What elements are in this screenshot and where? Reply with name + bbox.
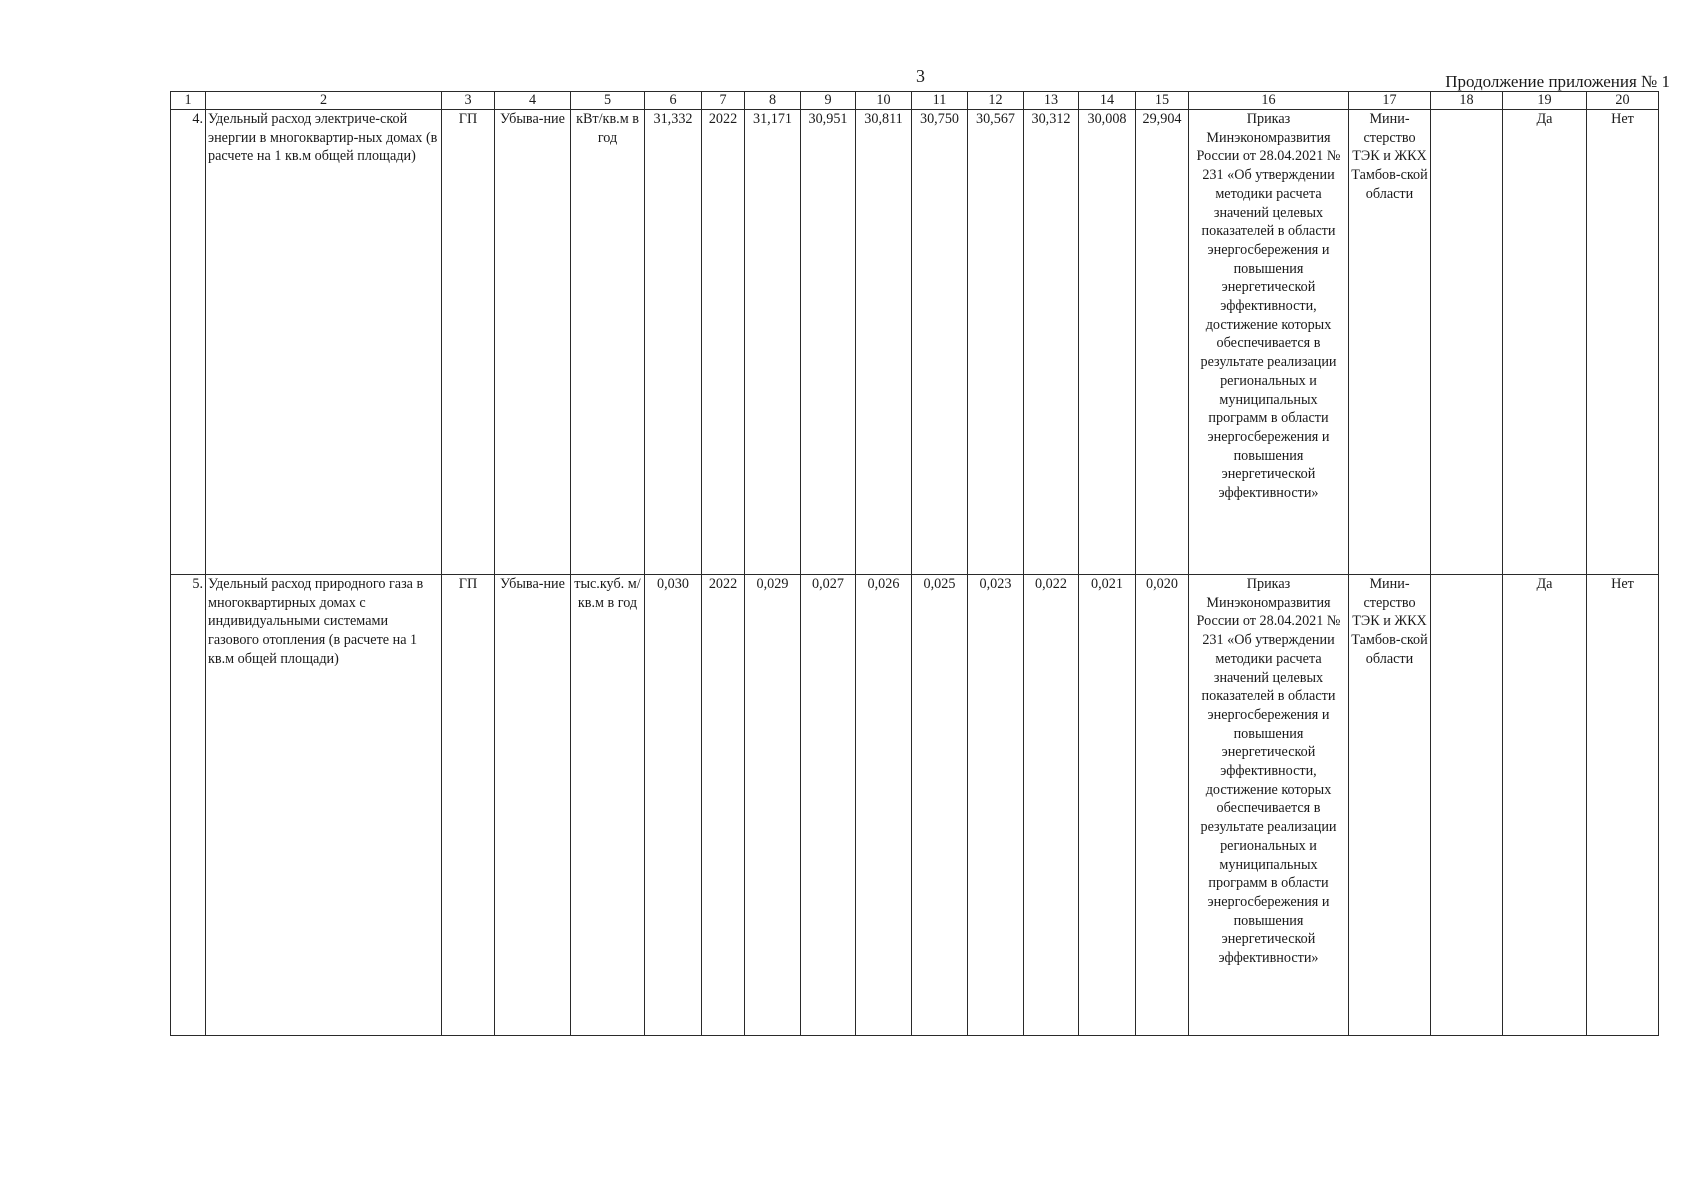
column-number: 8 [745, 92, 801, 110]
column-number: 1 [171, 92, 206, 110]
year-value: 30,008 [1079, 110, 1136, 575]
row-number: 4. [171, 110, 206, 575]
column-number: 6 [645, 92, 702, 110]
indicators-table [170, 91, 1659, 1036]
indicator-direction: Убыва-ние [495, 575, 571, 1036]
column-number: 5 [571, 92, 645, 110]
year-value: 0,020 [1136, 575, 1189, 1036]
continuation-label: Продолжение приложения № 1 [1445, 72, 1670, 91]
year-value: 0,021 [1079, 575, 1136, 1036]
column-18-cell [1431, 575, 1503, 1036]
year-value: 0,026 [856, 575, 912, 1036]
year-value: 0,025 [912, 575, 968, 1036]
year-value: 30,951 [801, 110, 856, 575]
indicator-unit: кВт/кв.м в год [571, 110, 645, 575]
indicator-direction: Убыва-ние [495, 110, 571, 575]
column-number: 3 [442, 92, 495, 110]
base-year: 2022 [702, 575, 745, 1036]
column-number: 15 [1136, 92, 1189, 110]
year-value: 30,312 [1024, 110, 1079, 575]
year-value: 30,567 [968, 110, 1024, 575]
year-value: 0,029 [745, 575, 801, 1036]
column-number: 10 [856, 92, 912, 110]
column-number: 18 [1431, 92, 1503, 110]
column-number: 20 [1587, 92, 1659, 110]
column-number-row [171, 92, 1659, 110]
indicator-level: ГП [442, 110, 495, 575]
column-number: 16 [1189, 92, 1349, 110]
column-number: 9 [801, 92, 856, 110]
column-19-cell: Да [1503, 575, 1587, 1036]
indicator-name: Удельный расход электриче-ской энергии в многоквартир-ных домах (в расчете на 1 кв.м общей площади) [206, 110, 442, 575]
indicator-level: ГП [442, 575, 495, 1036]
responsible-body: Мини-стерство ТЭК и ЖКХ Тамбов-ской области [1349, 110, 1431, 575]
year-value: 0,027 [801, 575, 856, 1036]
column-18-cell [1431, 110, 1503, 575]
column-number: 12 [968, 92, 1024, 110]
column-19-cell: Да [1503, 110, 1587, 575]
year-value: 30,811 [856, 110, 912, 575]
column-number: 4 [495, 92, 571, 110]
year-value: 0,022 [1024, 575, 1079, 1036]
column-number: 7 [702, 92, 745, 110]
year-value: 0,023 [968, 575, 1024, 1036]
row-number: 5. [171, 575, 206, 1036]
base-year: 2022 [702, 110, 745, 575]
column-20-cell: Нет [1587, 575, 1659, 1036]
table-row [171, 110, 1659, 575]
responsible-body: Мини-стерство ТЭК и ЖКХ Тамбов-ской области [1349, 575, 1431, 1036]
indicator-name: Удельный расход природного газа в многоквартирных домах с индивидуальными системами газового отопления (в расчете на 1 кв.м общей площади) [206, 575, 442, 1036]
column-number: 11 [912, 92, 968, 110]
base-value: 0,030 [645, 575, 702, 1036]
column-number: 2 [206, 92, 442, 110]
indicator-unit: тыс.куб. м/кв.м в год [571, 575, 645, 1036]
column-number: 13 [1024, 92, 1079, 110]
column-number: 19 [1503, 92, 1587, 110]
column-number: 14 [1079, 92, 1136, 110]
table-row [171, 575, 1659, 1036]
column-number: 17 [1349, 92, 1431, 110]
regulatory-document: Приказ Минэкономразвития России от 28.04.2021 № 231 «Об утверждении методики расчета значений целевых показателей в области энергосбережения и повышения энергетической эффективности, достижение которых обеспечивается в результате реализации региональных и муниципальных программ в области энергосбережения и повышения энергетической эффективности» [1189, 575, 1349, 1036]
year-value: 31,171 [745, 110, 801, 575]
column-20-cell: Нет [1587, 110, 1659, 575]
year-value: 29,904 [1136, 110, 1189, 575]
page-number: 3 [916, 66, 925, 86]
regulatory-document: Приказ Минэкономразвития России от 28.04.2021 № 231 «Об утверждении методики расчета значений целевых показателей в области энергосбережения и повышения энергетической эффективности, достижение которых обеспечивается в результате реализации региональных и муниципальных программ в области энергосбережения и повышения энергетической эффективности» [1189, 110, 1349, 575]
year-value: 30,750 [912, 110, 968, 575]
base-value: 31,332 [645, 110, 702, 575]
